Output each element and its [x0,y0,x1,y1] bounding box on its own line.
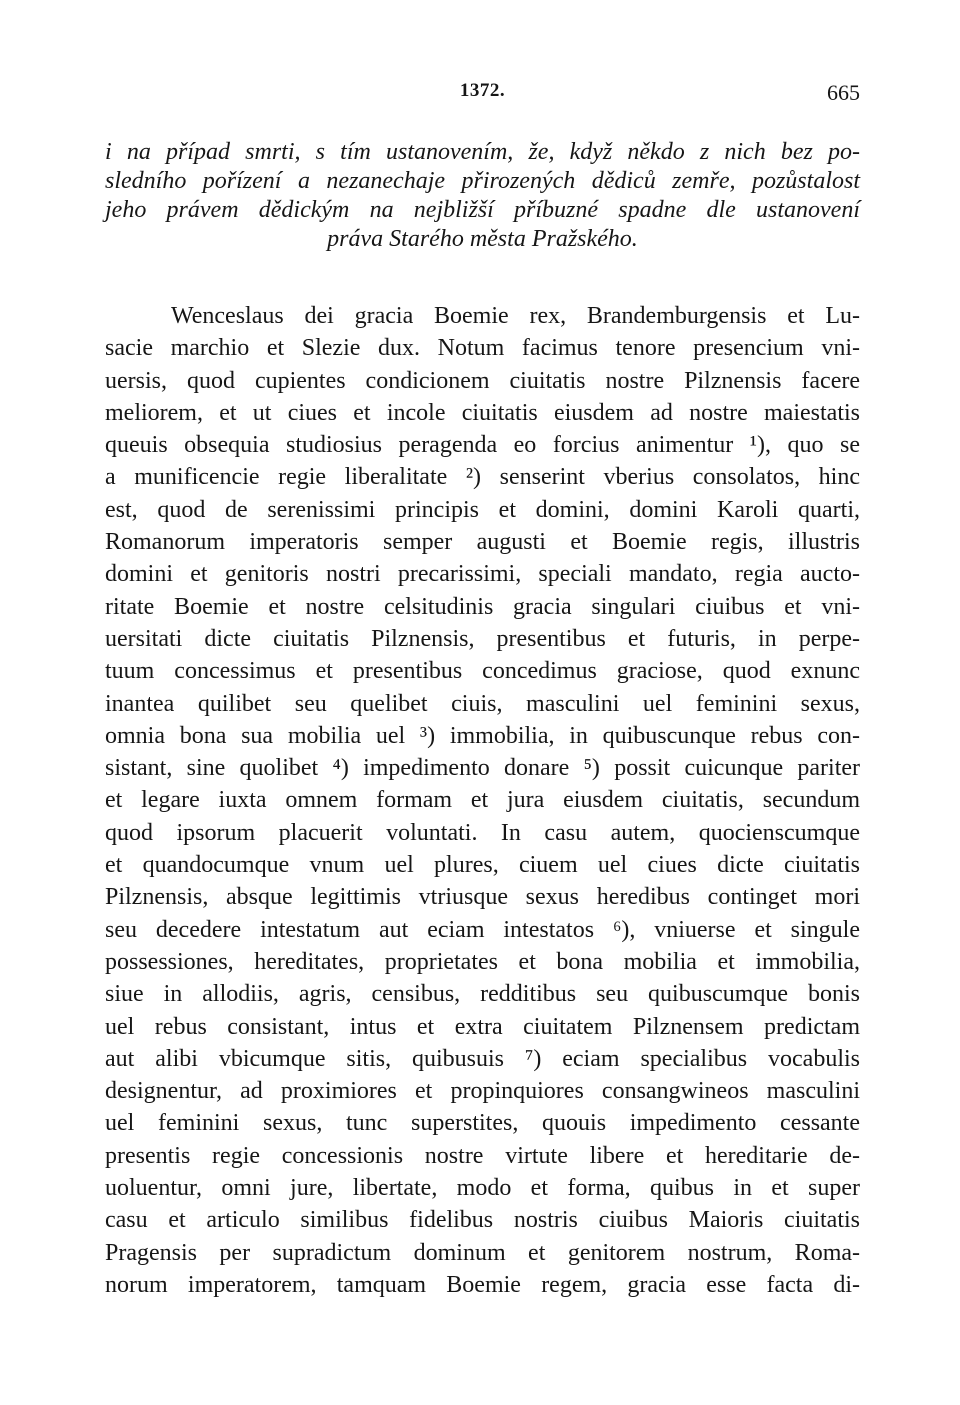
text-line: Pilznensis, absque legittimis vtriusque sexus heredibus continget mori [105,884,860,911]
text-line: ritate Boemie et nostre celsitudinis gracia singulari ciuibus et vni- [105,593,860,620]
text-line: et quandocumque vnum uel plures, ciuem uel ciues dicte ciuitatis [105,852,860,879]
summary-line: sledního pořízení a nezanechaje přirozených dědiců zemře, pozůstalost [105,168,860,194]
text-line: uersis, quod cupientes condicionem ciuitatis nostre Pilznensis facere [105,367,860,394]
text-line: Pragensis per supradictum dominum et genitorem nostrum, Roma- [105,1239,860,1266]
text-line: seu decedere intestatum aut eciam intestatos ⁶), vniuerse et singule [105,916,860,943]
text-line: aut alibi vbicumque sitis, quibusuis ⁷) eciam specialibus vocabulis [105,1045,860,1072]
text-line: a munificencie regie liberalitate ²) senserint vberius consolatos, hinc [105,464,860,491]
text-line: Romanorum imperatoris semper augusti et Boemie regis, illustris [105,529,860,556]
text-line: designentur, ad proximiores et propinquiores consangwineos masculini [105,1078,860,1105]
text-line: Wenceslaus dei gracia Boemie rex, Brandemburgensis et Lu- [171,303,860,329]
text-line: tuum concessimus et presentibus concedimus graciose, quod exnunc [105,658,860,685]
text-line: domini et genitoris nostri precarissimi, speciali mandato, regia aucto- [105,561,860,588]
text-line: uersitati dicte ciuitatis Pilznensis, presentibus et futuris, in perpe- [105,625,860,652]
text-line: uel feminini sexus, tunc superstites, quouis impedimento cessante [105,1110,860,1137]
summary-line: jeho právem dědickým na nejbližší příbuzné spadne dle ustanovení [105,197,860,223]
text-line: quod ipsorum placuerit voluntati. In casu autem, quocienscumque [105,819,860,846]
page-number: 665 [827,80,860,105]
text-line: queuis obsequia studiosius peragenda eo forcius animentur ¹), quo se [105,432,860,459]
text-line: est, quod de serenissimi principis et domini, domini Karoli quarti, [105,496,860,523]
czech-summary [105,138,860,254]
text-line: norum imperatorem, tamquam Boemie regem, gracia esse facta di- [105,1271,860,1298]
text-line: possessiones, hereditates, proprietates et bona mobilia et immobilia, [105,948,860,975]
text-line: sacie marchio et Slezie dux. Notum facimus tenore presencium vni- [105,335,860,362]
text-line: uoluentur, omni jure, libertate, modo et forma, quibus in et super [105,1175,860,1202]
text-line: siue in allodiis, agris, censibus, redditibus seu quibuscumque bonis [105,981,860,1008]
text-line: inantea quilibet seu quelibet ciuis, masculini uel feminini sexus, [105,690,860,717]
text-line: uel rebus consistant, intus et extra ciuitatem Pilznensem predictam [105,1013,860,1040]
text-line: presentis regie concessionis nostre virtute libere et hereditarie de- [105,1142,860,1169]
summary-line: práva Starého města Pražského. [327,226,638,252]
text-line: sistant, sine quolibet ⁴) impedimento donare ⁵) possit cuicunque pariter [105,755,860,782]
text-line: casu et articulo similibus fidelibus nostris ciuibus Maioris ciuitatis [105,1207,860,1234]
summary-line: i na případ smrti, s tím ustanovením, že, když někdo z nich bez po- [105,139,860,165]
latin-charter-text [105,300,860,1301]
text-line: omnia bona sua mobilia uel ³) immobilia, in quibuscunque rebus con- [105,722,860,749]
page-header [105,80,860,110]
page-year: 1372. [459,80,506,101]
text-line: meliorem, et ut ciues et incole ciuitatis eiusdem ad nostre maiestatis [105,399,860,426]
text-line: et legare iuxta omnem formam et jura eiusdem ciuitatis, secundum [105,787,860,814]
